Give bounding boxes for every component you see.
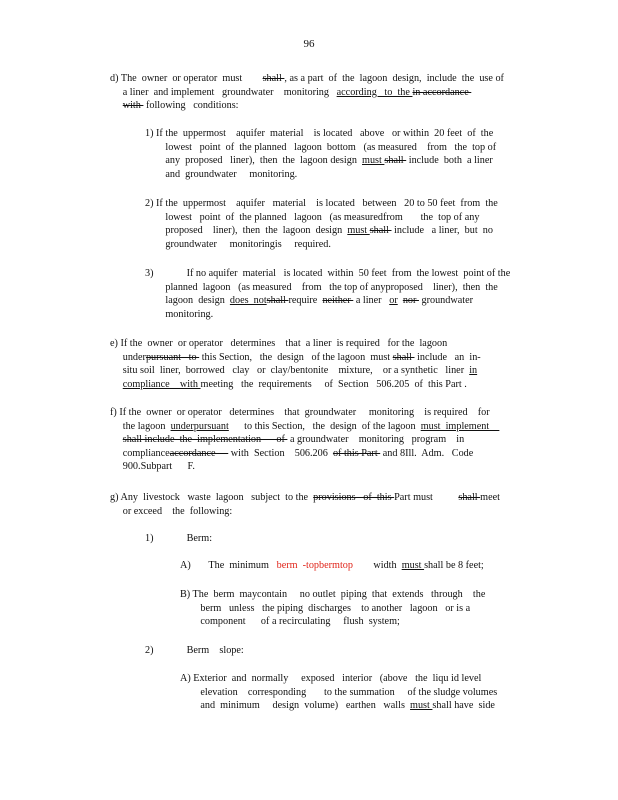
text-run: include both a liner [406, 155, 493, 166]
text-line [110, 99, 504, 113]
text-run: require [288, 295, 323, 306]
text-run: a liner and implement groundwater monitoring [110, 86, 337, 98]
text-run: width [353, 560, 402, 571]
deleted-text: shall [458, 492, 481, 503]
deleted-text: of this Part [332, 447, 381, 459]
deleted-text: pursuant to [145, 351, 200, 363]
text-line [110, 406, 499, 420]
text-run: g) Any livestock waste lagoon subject to the [110, 492, 314, 503]
deleted-text: shall [262, 73, 285, 84]
text-run: or exceed the following: [110, 505, 233, 517]
inserted-text: must [401, 560, 425, 571]
inserted-text: does not [229, 295, 267, 306]
text-line [110, 447, 499, 461]
paragraph-d [110, 72, 504, 113]
text-run [110, 379, 123, 390]
text-run: groundwater monitoringis required. [145, 238, 331, 250]
text-line [180, 588, 485, 602]
berm-item-a [180, 559, 484, 573]
paragraph-d-item-1 [145, 127, 496, 181]
deleted-text: shall [384, 155, 407, 166]
text-run: component of a recirculating flush system; [180, 616, 400, 627]
inserted-text: compliance with [122, 378, 201, 390]
text-line [145, 308, 510, 322]
text-run: f) If the owner or operator determines that groundwater monitoring is required for [110, 407, 490, 418]
inserted-text: must [347, 225, 370, 236]
text-run: this Section, the design of the lagoon must [199, 351, 393, 363]
text-line [110, 505, 500, 519]
inserted-text: according to the [336, 86, 413, 98]
text-run: lowest point of the planned lagoon (as measuredfrom the top of any [145, 211, 480, 223]
inserted-text: must implement [420, 420, 500, 432]
text-run: elevation corresponding to the summation of the sludge volumes [180, 686, 498, 698]
text-run: B) The berm maycontain no outlet piping that extends through the [180, 589, 486, 600]
text-run: under [110, 351, 146, 363]
deleted-text: neither [322, 295, 354, 306]
text-line [145, 127, 496, 141]
deleted-text: shall [392, 351, 415, 363]
paragraph-e [110, 337, 481, 391]
deleted-text: with [122, 100, 144, 111]
text-line [145, 154, 496, 168]
paragraph-d-item-2 [145, 197, 498, 251]
text-line [180, 699, 497, 713]
text-line [180, 672, 497, 686]
text-run: and minimum design volume) earthen walls [180, 700, 411, 711]
text-line [145, 224, 498, 238]
text-run: 1) If the uppermost aquifer material is located above or within 20 feet of the [145, 128, 494, 139]
text-line [110, 420, 499, 434]
berm-slope-item-a [180, 672, 497, 713]
text-line [180, 602, 485, 616]
inserted-text: in [469, 365, 478, 376]
highlighted-text: berm -topberm [276, 560, 340, 571]
text-line [110, 460, 499, 474]
text-run: shall have side [432, 700, 495, 711]
text-line [180, 615, 485, 629]
text-run: with Section 506.206 [228, 447, 333, 459]
text-run: meeting the requirements of Section 506.205 of this Part . [200, 378, 467, 390]
deleted-text: shall include the implementation of [122, 434, 288, 445]
text-run: the lagoon [110, 420, 171, 432]
text-line [110, 364, 481, 378]
text-line [145, 197, 498, 211]
text-run: any proposed liner), then the lagoon design [145, 155, 363, 166]
deleted-text: in accordance [412, 86, 472, 98]
text-line [110, 86, 504, 100]
text-run: lowest point of the planned lagoon bottom (as measured from the top of [145, 141, 497, 153]
text-run: A) Exterior and normally exposed interior (above the liqu id level [180, 673, 482, 684]
text-line [110, 351, 481, 365]
text-line [180, 559, 484, 573]
text-line [145, 267, 510, 281]
text-run: include a liner, but no [391, 225, 493, 236]
text-line [145, 141, 496, 155]
berm-slope-heading: 2) Berm slope: [145, 645, 244, 656]
paragraph-g [110, 491, 500, 518]
text-line [110, 433, 499, 447]
text-line [110, 337, 481, 351]
text-run: 3) If no aquifer material is located within 50 feet from the lowest point of the [145, 268, 511, 279]
text-run: berm unless the piping discharges to another lagoon or is a [180, 602, 471, 614]
text-run: , as a part of the lagoon design, include the use of [284, 73, 504, 84]
inserted-text: must [362, 155, 385, 166]
berm-heading: 1) Berm: [145, 533, 213, 544]
text-run: to this Section, the design of the lagoon [228, 420, 421, 432]
berm-item-b [180, 588, 485, 629]
text-run: a groundwater monitoring program in [287, 434, 465, 445]
text-run: following conditions: [143, 100, 239, 111]
text-run [110, 434, 123, 445]
text-run: monitoring. [145, 308, 214, 320]
text-line [180, 686, 497, 700]
text-run: proposed liner), then the lagoon design [145, 225, 348, 236]
text-line [110, 378, 481, 392]
text-run: compliance [110, 447, 170, 459]
paragraph-d-item-3 [145, 267, 510, 321]
inserted-text: must [410, 700, 433, 711]
text-run: meet [480, 492, 500, 503]
inserted-text: or [389, 295, 398, 306]
text-line [145, 168, 496, 182]
inserted-text: underpursuant [170, 420, 229, 432]
text-run: 900.Subpart F. [110, 461, 195, 472]
text-run: A) The minimum [180, 560, 277, 571]
text-line [145, 294, 510, 308]
page-number: 96 [303, 38, 315, 50]
text-run: e) If the owner or operator determines that a liner is required for the lagoon [110, 338, 448, 349]
text-line [145, 238, 498, 252]
text-run: d) The owner or operator must [110, 73, 263, 84]
text-run [110, 100, 123, 111]
paragraph-f [110, 406, 499, 474]
text-run: groundwater [418, 295, 473, 306]
deleted-text: nor [402, 295, 419, 306]
text-line [110, 72, 504, 86]
text-run: Part must [394, 492, 459, 503]
text-run: situ soil liner, borrowed clay or clay/bentonite mixture, or a synthetic liner [110, 365, 470, 376]
text-run: and 8Ill. Adm. Code [380, 447, 474, 459]
text-run: planned lagoon (as measured from the top of anyproposed liner), then the [145, 281, 498, 293]
deleted-text: accordance [169, 447, 229, 459]
deleted-text: shall [266, 295, 289, 306]
text-run: a liner [353, 295, 390, 306]
text-line [110, 491, 500, 505]
text-run: include an in- [414, 351, 481, 363]
text-line [145, 281, 510, 295]
deleted-text: shall [369, 225, 392, 236]
text-line [145, 211, 498, 225]
text-run: and groundwater monitoring. [145, 168, 298, 180]
text-run: 2) If the uppermost aquifer material is located between 20 to 50 feet from the [145, 198, 498, 209]
text-run: shall be 8 feet; [424, 560, 484, 571]
deleted-text: provisions of this [313, 492, 395, 503]
highlighted-text: top [339, 560, 353, 571]
text-run: lagoon design [145, 295, 230, 306]
